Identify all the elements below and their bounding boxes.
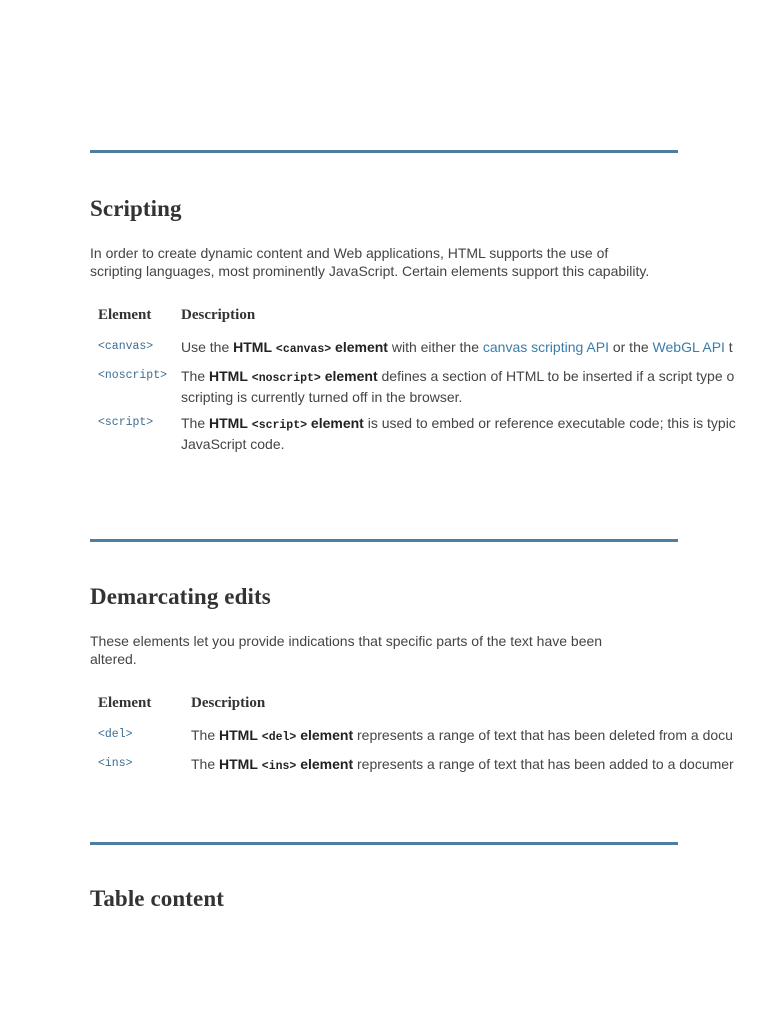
column-header-element: Element bbox=[98, 695, 152, 711]
description-text: scripting is currently turned off in the browser. bbox=[181, 389, 463, 405]
description-element-bold: element bbox=[335, 339, 388, 355]
description-html-bold: HTML bbox=[209, 368, 248, 384]
column-header-description: Description bbox=[181, 307, 256, 323]
table-row bbox=[90, 410, 768, 457]
description-text: is used to embed or reference executable code; this is typic bbox=[363, 415, 736, 431]
element-link-script[interactable]: <script> bbox=[98, 416, 154, 429]
description-tag-code: <script> bbox=[251, 419, 308, 432]
table-row bbox=[90, 722, 768, 751]
description-text: JavaScript code. bbox=[181, 436, 285, 452]
elements-table bbox=[90, 307, 768, 457]
element-description bbox=[183, 751, 768, 780]
description-tag-code: <noscript> bbox=[251, 372, 321, 385]
section-divider bbox=[90, 150, 678, 153]
description-tag-code: <ins> bbox=[261, 760, 297, 773]
column-header-element: Element bbox=[98, 307, 152, 323]
element-link-del[interactable]: <del> bbox=[98, 728, 133, 741]
table-row bbox=[90, 363, 768, 410]
element-description bbox=[173, 410, 768, 457]
description-text: t bbox=[724, 339, 733, 355]
description-text: or the bbox=[608, 339, 653, 355]
description-tag-code: <del> bbox=[261, 731, 297, 744]
description-html-bold: HTML bbox=[233, 339, 273, 355]
element-description bbox=[183, 722, 768, 751]
section-table-content bbox=[90, 886, 768, 912]
description-element-bold: element bbox=[300, 727, 354, 743]
description-text: The bbox=[181, 415, 210, 431]
element-description bbox=[173, 334, 768, 363]
description-html-bold: HTML bbox=[219, 756, 258, 772]
canvas-scripting-api-link[interactable]: canvas scripting API bbox=[482, 339, 609, 355]
element-link-ins[interactable]: <ins> bbox=[98, 757, 133, 770]
element-link-canvas[interactable]: <canvas> bbox=[98, 340, 154, 353]
description-html-bold: HTML bbox=[219, 727, 258, 743]
webgl-api-link[interactable]: WebGL API bbox=[652, 339, 725, 355]
section-scripting bbox=[90, 196, 768, 457]
description-text: The bbox=[181, 368, 210, 384]
description-text: defines a section of HTML to be inserted if a script type o bbox=[377, 368, 735, 384]
table-header-row bbox=[90, 307, 768, 334]
section-intro: These elements let you provide indications that specific parts of the text have been altered. bbox=[90, 633, 603, 667]
element-description bbox=[173, 363, 768, 410]
description-html-bold: HTML bbox=[209, 415, 248, 431]
table-row bbox=[90, 334, 768, 363]
description-text: with either the bbox=[387, 339, 483, 355]
section-divider bbox=[90, 539, 678, 542]
section-demarcating-edits bbox=[90, 584, 768, 780]
description-text: The bbox=[191, 727, 220, 743]
description-element-bold: element bbox=[324, 368, 378, 384]
section-divider bbox=[90, 842, 678, 845]
description-text: represents a range of text that has been deleted from a docu bbox=[353, 727, 733, 743]
description-text: Use the bbox=[181, 339, 234, 355]
section-intro: In order to create dynamic content and Web applications, HTML supports the use of scripting languages, most prominently JavaScript. Certain elements support this capability. bbox=[90, 245, 650, 279]
description-text: represents a range of text that has been added to a documer bbox=[353, 756, 734, 772]
elements-table bbox=[90, 695, 768, 780]
element-link-noscript[interactable]: <noscript> bbox=[98, 369, 168, 382]
description-tag-code: <canvas> bbox=[275, 343, 332, 356]
section-heading-demarcating-edits: Demarcating edits bbox=[90, 584, 271, 609]
description-element-bold: element bbox=[310, 415, 364, 431]
description-text: The bbox=[191, 756, 220, 772]
table-row bbox=[90, 751, 768, 780]
section-heading-scripting: Scripting bbox=[90, 196, 182, 221]
table-header-row bbox=[90, 695, 768, 722]
section-heading-table-content: Table content bbox=[90, 886, 224, 911]
column-header-description: Description bbox=[191, 695, 266, 711]
description-element-bold: element bbox=[300, 756, 354, 772]
